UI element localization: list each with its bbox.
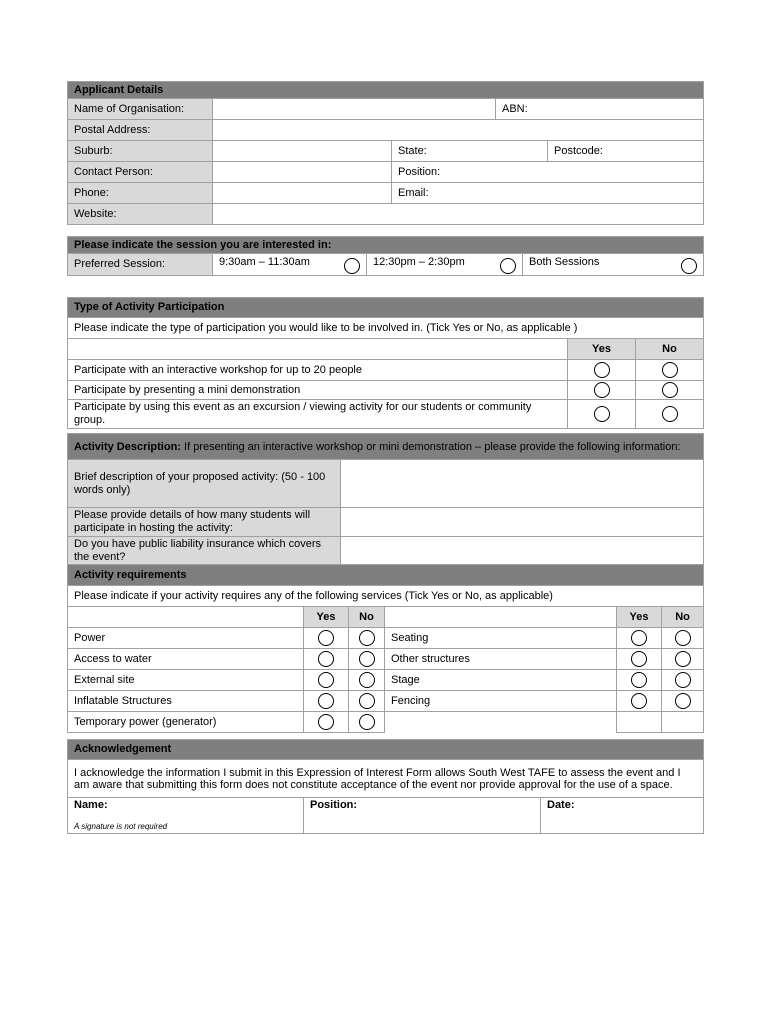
position-label: Position:: [398, 165, 441, 178]
session-option-label: 12:30pm – 2:30pm: [373, 255, 465, 268]
students-count-label: Please provide details of how many students will participate in hosting the activity:: [68, 508, 341, 537]
preferred-session-label: Preferred Session:: [68, 254, 213, 276]
stage-yes-radio[interactable]: [631, 672, 647, 688]
name-field[interactable]: [68, 798, 304, 834]
postal-address-label: Postal Address:: [68, 120, 213, 141]
other-structures-no-radio[interactable]: [675, 651, 691, 667]
session-option-label: 9:30am – 11:30am: [219, 255, 310, 268]
both-sessions-radio[interactable]: [681, 258, 697, 274]
position-field[interactable]: [392, 162, 704, 183]
session-option-both[interactable]: [523, 254, 704, 276]
requirement-stage-label: Stage: [385, 670, 617, 691]
session-option-afternoon[interactable]: [367, 254, 523, 276]
participation-heading: Type of Activity Participation: [68, 298, 704, 318]
stage-no-radio[interactable]: [675, 672, 691, 688]
other-structures-yes-radio[interactable]: [631, 651, 647, 667]
acknowledgement-text: I acknowledge the information I submit in this Expression of Interest Form allows South West TAFE to assess the event and I am aware that submitting this form does not constitute acceptance of the event nor provide approval for the use of a space.: [68, 760, 704, 798]
website-label: Website:: [68, 204, 213, 225]
water-no-radio[interactable]: [359, 651, 375, 667]
session-section: [67, 236, 703, 276]
power-yes-radio[interactable]: [318, 630, 334, 646]
excursion-no-radio[interactable]: [662, 406, 678, 422]
postal-address-field[interactable]: [213, 120, 704, 141]
email-field[interactable]: [392, 183, 704, 204]
acknowledgement-section: [67, 739, 703, 834]
website-field[interactable]: [213, 204, 704, 225]
participation-option-demonstration: Participate by presenting a mini demonstration: [68, 381, 568, 400]
participation-instruction: Please indicate the type of participation you would like to be involved in. (Tick Yes or No, as applicable ): [68, 318, 704, 339]
state-field[interactable]: [392, 141, 548, 162]
yes-column-header: Yes: [617, 607, 662, 628]
activity-requirements-heading: Activity requirements: [68, 565, 704, 586]
applicant-details-section: [67, 81, 703, 225]
session-option-morning[interactable]: [213, 254, 367, 276]
external-site-yes-radio[interactable]: [318, 672, 334, 688]
date-label: Date:: [547, 799, 575, 811]
proposed-activity-field[interactable]: [341, 460, 704, 508]
yes-column-header: Yes: [568, 339, 636, 360]
seating-no-radio[interactable]: [675, 630, 691, 646]
participation-option-workshop: Participate with an interactive workshop for up to 20 people: [68, 360, 568, 381]
contact-person-label: Contact Person:: [68, 162, 213, 183]
session-option-label: Both Sessions: [529, 255, 600, 268]
requirement-other-structures-label: Other structures: [385, 649, 617, 670]
power-no-radio[interactable]: [359, 630, 375, 646]
suburb-field[interactable]: [213, 141, 392, 162]
applicant-details-heading: Applicant Details: [68, 82, 704, 99]
no-column-header: No: [349, 607, 385, 628]
signature-note: A signature is not required: [74, 822, 168, 831]
session-heading: Please indicate the session you are interested in:: [68, 237, 704, 254]
external-site-no-radio[interactable]: [359, 672, 375, 688]
participation-blank-header: [68, 339, 568, 360]
phone-label: Phone:: [68, 183, 213, 204]
workshop-yes-radio[interactable]: [594, 362, 610, 378]
participation-option-excursion: Participate by using this event as an excursion / viewing activity for our students or community group.: [68, 400, 568, 429]
suburb-label: Suburb:: [68, 141, 213, 162]
phone-field[interactable]: [213, 183, 392, 204]
postcode-label: Postcode:: [554, 144, 603, 157]
afternoon-radio[interactable]: [500, 258, 516, 274]
requirement-inflatable-label: Inflatable Structures: [68, 691, 304, 712]
contact-person-field[interactable]: [213, 162, 392, 183]
postcode-field[interactable]: [548, 141, 704, 162]
requirement-water-label: Access to water: [68, 649, 304, 670]
activity-description-heading: [68, 434, 704, 460]
state-label: State:: [398, 144, 427, 157]
no-column-header: No: [636, 339, 704, 360]
workshop-no-radio[interactable]: [662, 362, 678, 378]
morning-radio[interactable]: [344, 258, 360, 274]
abn-field[interactable]: [496, 99, 704, 120]
demonstration-no-radio[interactable]: [662, 382, 678, 398]
position-label: Position:: [310, 799, 358, 811]
insurance-field[interactable]: [341, 537, 704, 566]
no-column-header: No: [662, 607, 704, 628]
requirement-generator-label: Temporary power (generator): [68, 712, 304, 733]
requirement-external-site-label: External site: [68, 670, 304, 691]
excursion-yes-radio[interactable]: [594, 406, 610, 422]
inflatable-yes-radio[interactable]: [318, 693, 334, 709]
name-label: Name:: [74, 799, 108, 811]
abn-label: ABN:: [502, 102, 528, 115]
generator-yes-radio[interactable]: [318, 714, 334, 730]
participation-section: [67, 297, 703, 429]
seating-yes-radio[interactable]: [631, 630, 647, 646]
proposed-activity-label: Brief description of your proposed activity: (50 - 100 words only): [68, 460, 341, 508]
activity-requirements-section: [67, 564, 703, 733]
water-yes-radio[interactable]: [318, 651, 334, 667]
requirement-seating-label: Seating: [385, 628, 617, 649]
activity-description-section: [67, 433, 703, 566]
requirement-fencing-label: Fencing: [385, 691, 617, 712]
date-field[interactable]: [541, 798, 704, 834]
generator-no-radio[interactable]: [359, 714, 375, 730]
activity-description-heading-text: If presenting an interactive workshop or mini demonstration – please provide the following information:: [180, 440, 681, 453]
acknowledgement-heading: Acknowledgement: [68, 740, 704, 760]
organisation-label: Name of Organisation:: [68, 99, 213, 120]
insurance-label: Do you have public liability insurance which covers the event?: [68, 537, 341, 566]
requirements-instruction: Please indicate if your activity requires any of the following services (Tick Yes or No, as applicable): [68, 586, 704, 607]
students-count-field[interactable]: [341, 508, 704, 537]
yes-column-header: Yes: [304, 607, 349, 628]
fencing-no-radio[interactable]: [675, 693, 691, 709]
requirement-power-label: Power: [68, 628, 304, 649]
demonstration-yes-radio[interactable]: [594, 382, 610, 398]
fencing-yes-radio[interactable]: [631, 693, 647, 709]
inflatable-no-radio[interactable]: [359, 693, 375, 709]
position-field[interactable]: [304, 798, 541, 834]
organisation-field[interactable]: [213, 99, 496, 120]
activity-description-heading-bold: Activity Description:: [74, 440, 181, 453]
email-label: Email:: [398, 186, 429, 199]
